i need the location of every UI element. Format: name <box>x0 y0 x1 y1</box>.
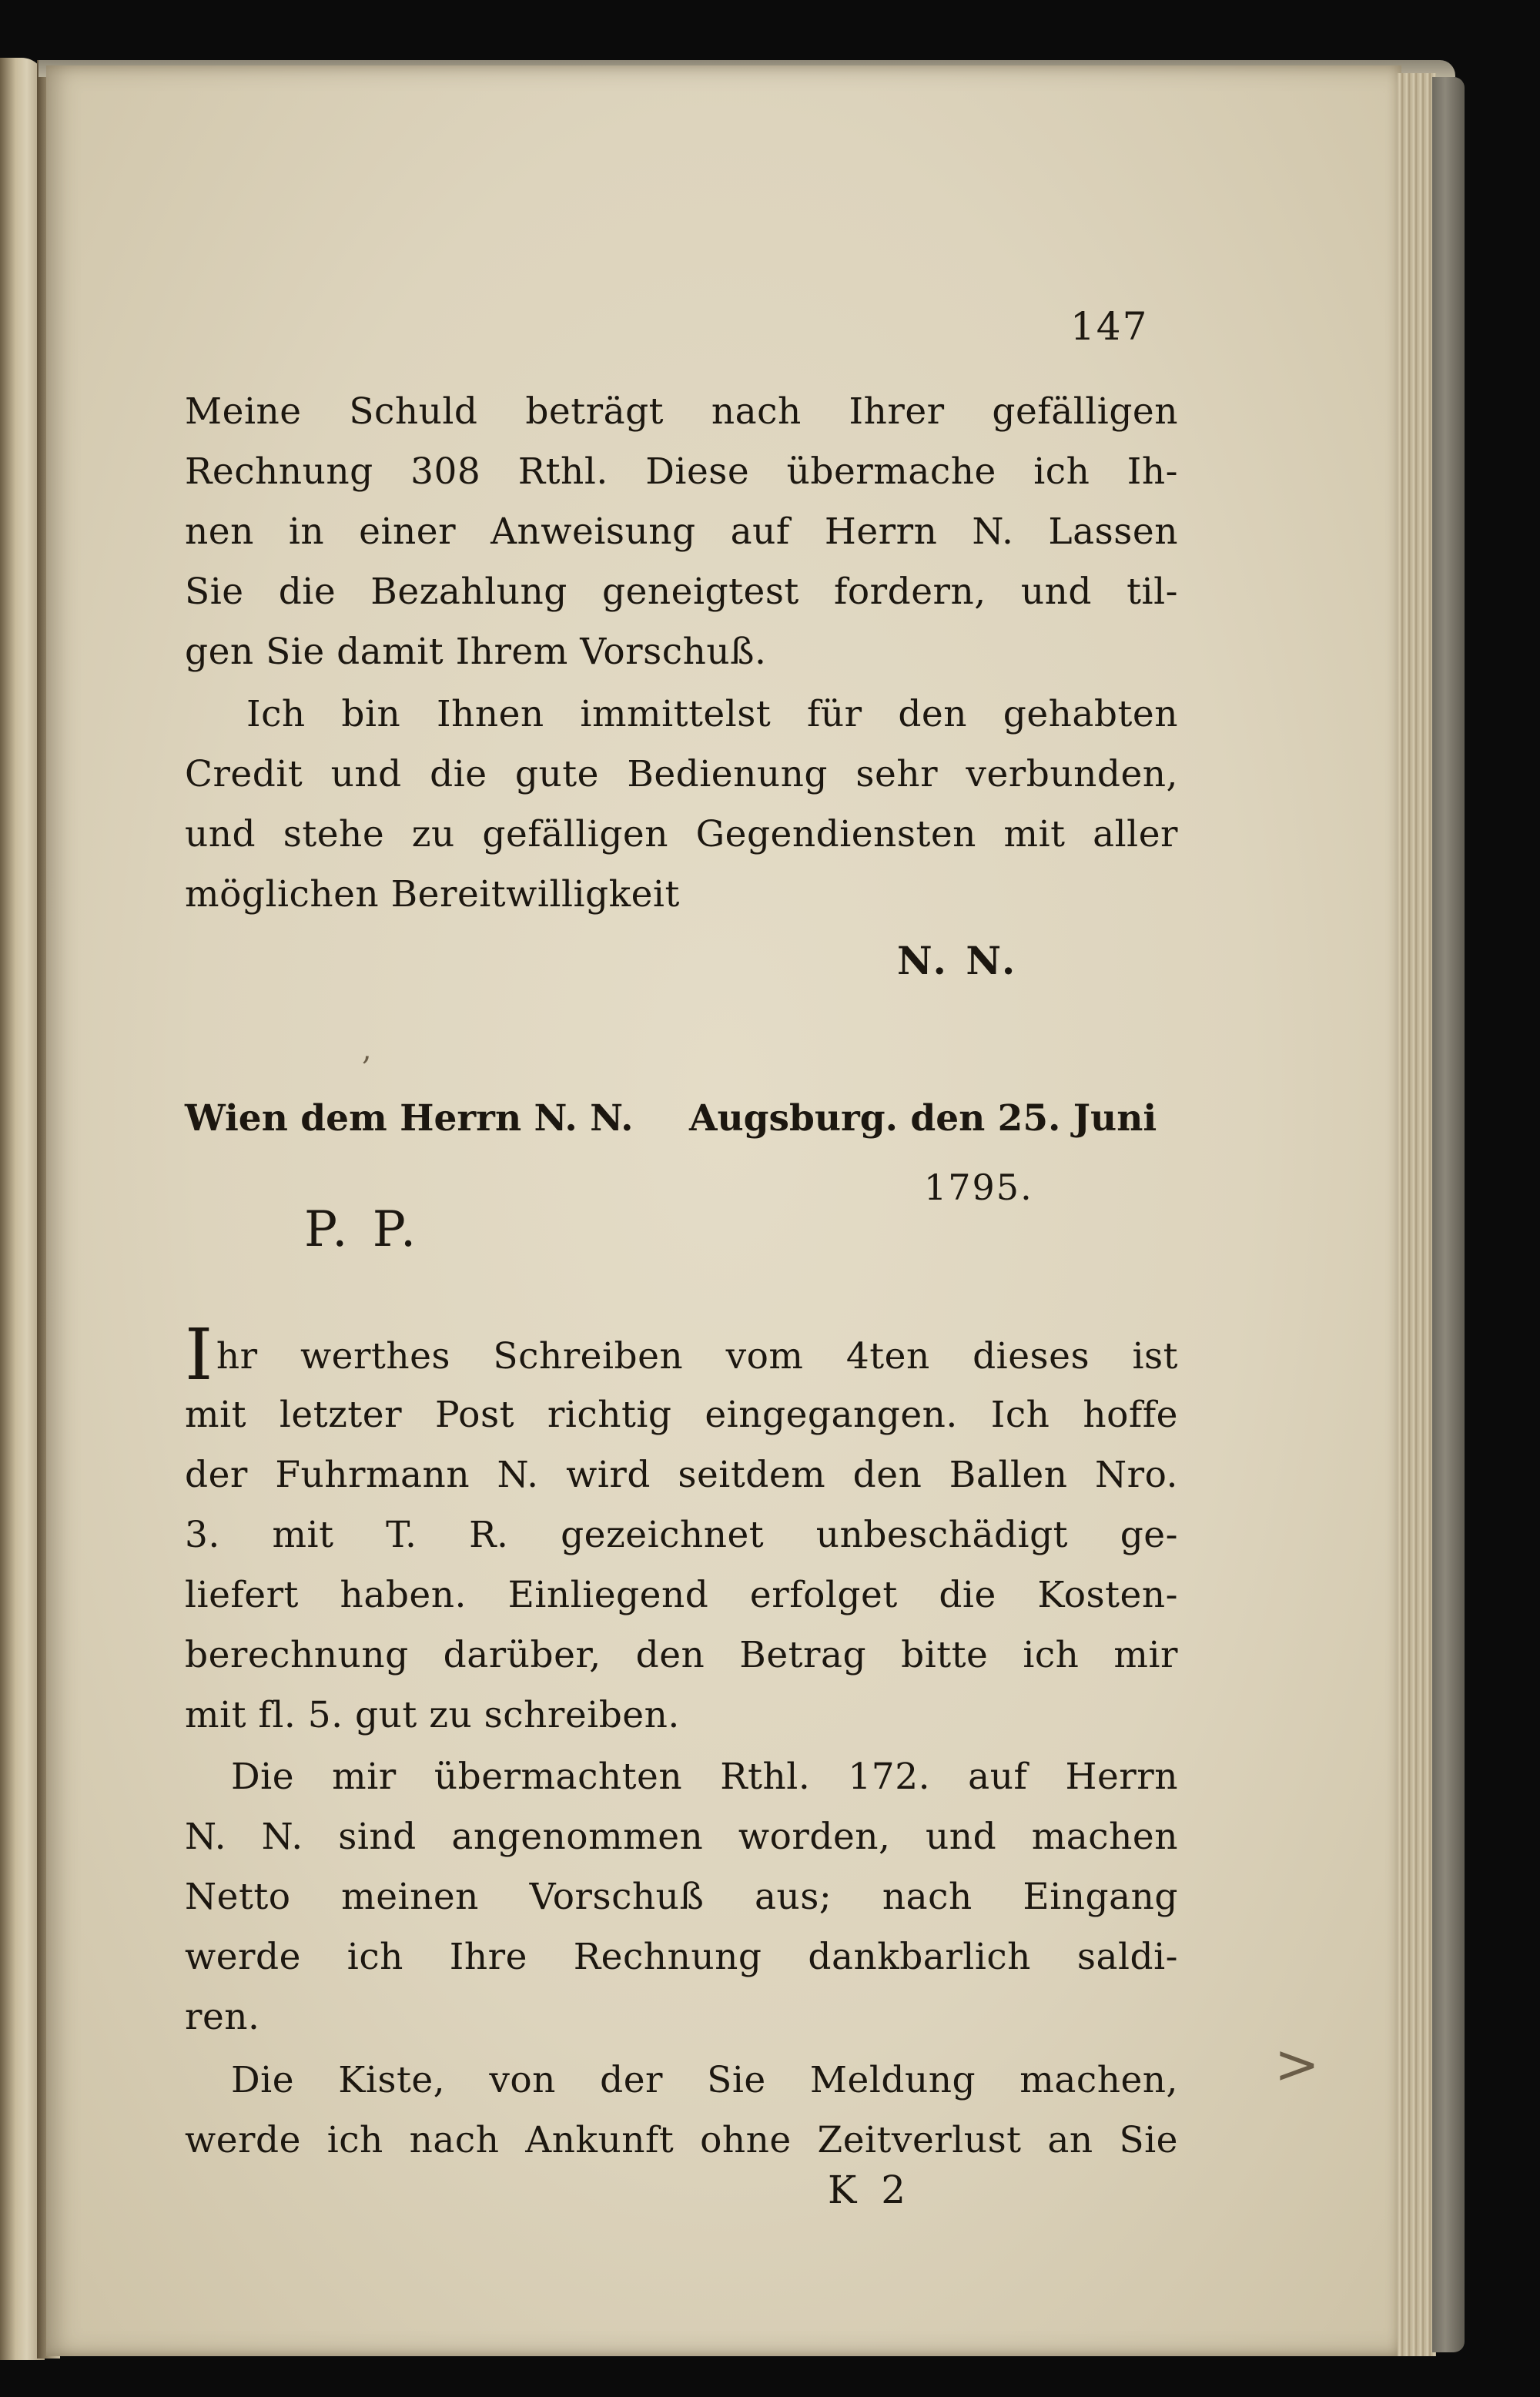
recipient-address: Wien dem Herrn N. N. <box>185 1097 634 1140</box>
text-line: gen Sie damit Ihrem Vorschuß. <box>185 631 767 673</box>
text-line: der Fuhrmann N. wird seitdem den Ballen Nro. <box>185 1454 1178 1496</box>
book-cover-edge <box>1432 77 1465 2352</box>
text-line: und stehe zu gefälligen Gegendiensten mit aller <box>185 813 1178 855</box>
gathering-signature: K 2 <box>828 2168 912 2212</box>
text-line: ren. <box>185 1996 260 2038</box>
text-line: nen in einer Anweisung auf Herrn N. Lassen <box>185 511 1178 553</box>
salutation: P. P. <box>304 1201 421 1258</box>
signature: N. N. <box>897 938 1019 983</box>
text-line: mit letzter Post richtig eingegangen. Ich hoffe <box>185 1394 1178 1436</box>
text-line: Credit und die gute Bedienung sehr verbunden, <box>185 753 1178 795</box>
pencil-mark: > <box>1274 2033 1320 2096</box>
text-line: Netto meinen Vorschuß aus; nach Eingang <box>185 1876 1178 1918</box>
page-number: 147 <box>1070 304 1149 349</box>
page-stack-edge <box>1398 73 1436 2356</box>
place-date: Augsburg. den 25. Juni <box>689 1097 1157 1140</box>
text-line: werde ich nach Ankunft ohne Zeitverlust an Sie <box>185 2119 1178 2161</box>
text-line: Ich bin Ihnen immittelst für den gehabten <box>246 693 1178 735</box>
ink-speck: , <box>362 1032 372 1067</box>
text-line: N. N. sind angenommen worden, und machen <box>185 1816 1178 1858</box>
text-line: mit fl. 5. gut zu schreiben. <box>185 1694 680 1736</box>
drop-cap: I <box>185 1314 213 1396</box>
text-line: Die mir übermachten Rthl. 172. auf Herrn <box>231 1756 1178 1798</box>
text-line: 3. mit T. R. gezeichnet unbeschädigt ge- <box>185 1514 1178 1556</box>
text-line: berechnung darüber, den Betrag bitte ich mir <box>185 1634 1178 1676</box>
text-line-first <box>185 1314 1178 1396</box>
text-line: Rechnung 308 Rthl. Diese übermache ich Ih- <box>185 450 1178 493</box>
text-line-rest: hr werthes Schreiben vom 4ten dieses ist <box>216 1335 1178 1378</box>
text-line: Sie die Bezahlung geneigtest fordern, und til- <box>185 571 1178 613</box>
text-line: Die Kiste, von der Sie Meldung machen, <box>231 2059 1178 2101</box>
text-line: möglichen Bereitwilligkeit <box>185 873 680 916</box>
text-line: werde ich Ihre Rechnung dankbarlich saldi- <box>185 1936 1178 1978</box>
text-line: Meine Schuld beträgt nach Ihrer gefälligen <box>185 390 1178 433</box>
text-line: liefert haben. Einliegend erfolget die Kosten- <box>185 1574 1178 1616</box>
letter-year: 1795. <box>924 1167 1033 1208</box>
